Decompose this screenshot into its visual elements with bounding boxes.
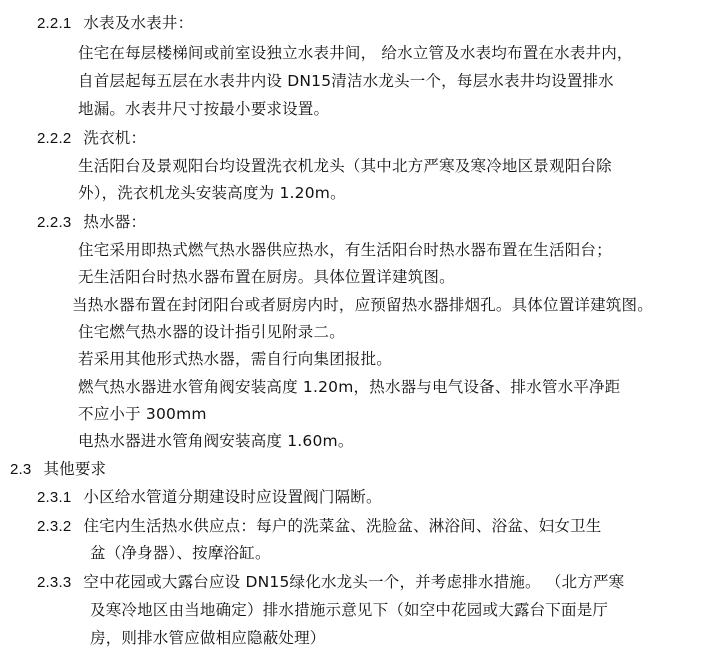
paragraph-line: 电热水器进水管角阀安装高度 1.60m。 [78,432,354,450]
section-number: 2.3 [10,461,32,478]
section-title: 热水器： [83,213,147,231]
paragraph-line: 不应小于 300mm [78,405,207,423]
item-2-3-1 [37,487,382,508]
heading-2-3 [10,459,106,480]
item-2-3-2 [37,516,601,537]
paragraph-line: 房，则排水管应做相应隐蔽处理） [90,629,326,647]
paragraph-line: 住宅内生活热水供应点：每户的洗菜盆、洗脸盆、淋浴间、浴盆、妇女卫生 [83,517,602,535]
section-title: 其他要求 [43,460,107,478]
section-title: 洗衣机： [83,129,147,147]
paragraph-line: 当热水器布置在封闭阳台或者厨房内时，应预留热水器排烟孔。具体位置详建筑图。 [72,296,653,314]
section-number: 2.3.3 [37,574,72,591]
section-title: 水表及水表井： [83,14,194,32]
section-number: 2.2.3 [37,214,72,231]
paragraph-line: 外），洗衣机龙头安装高度为 1.20m。 [78,184,346,202]
heading-2-2-2 [37,128,146,149]
heading-2-2-1 [37,13,193,34]
paragraph-line: 住宅在每层楼梯间或前室设独立水表井间， 给水立管及水表均布置在水表井内， [78,44,633,62]
paragraph-line: 若采用其他形式热水器，需自行向集团报批。 [78,350,393,368]
paragraph-line: 住宅燃气热水器的设计指引见附录二。 [78,323,345,341]
paragraph-line: 地漏。水表井尺寸按最小要求设置。 [78,100,330,118]
paragraph-line: 空中花园或大露台应设 DN15绿化水龙头一个，并考虑排水措施。 （北方严寒 [83,573,625,591]
paragraph-line: 住宅采用即热式燃气热水器供应热水，有生活阳台时热水器布置在生活阳台； [78,241,612,259]
heading-2-2-3 [37,212,146,233]
item-2-3-3 [37,572,624,593]
section-number: 2.3.2 [37,518,72,535]
paragraph-line: 燃气热水器进水管角阀安装高度 1.20m，热水器与电气设备、排水管水平净距 [78,378,621,396]
paragraph-line: 小区给水管道分期建设时应设置阀门隔断。 [83,488,382,506]
paragraph-line: 自首层起每五层在水表井内设 DN15清洁水龙头一个，每层水表井均设置排水 [78,72,614,90]
paragraph-line: 盆（净身器）、按摩浴缸。 [90,544,271,562]
paragraph-line: 及寒冷地区由当地确定）排水措施示意见下（如空中花园或大露台下面是厅 [90,601,609,619]
section-number: 2.3.1 [37,489,72,506]
section-number: 2.2.1 [37,15,72,32]
section-number: 2.2.2 [37,130,72,147]
paragraph-line: 生活阳台及景观阳台均设置洗衣机龙头（其中北方严寒及寒冷地区景观阳台除 [78,157,612,175]
paragraph-line: 无生活阳台时热水器布置在厨房。具体位置详建筑图。 [78,268,455,286]
